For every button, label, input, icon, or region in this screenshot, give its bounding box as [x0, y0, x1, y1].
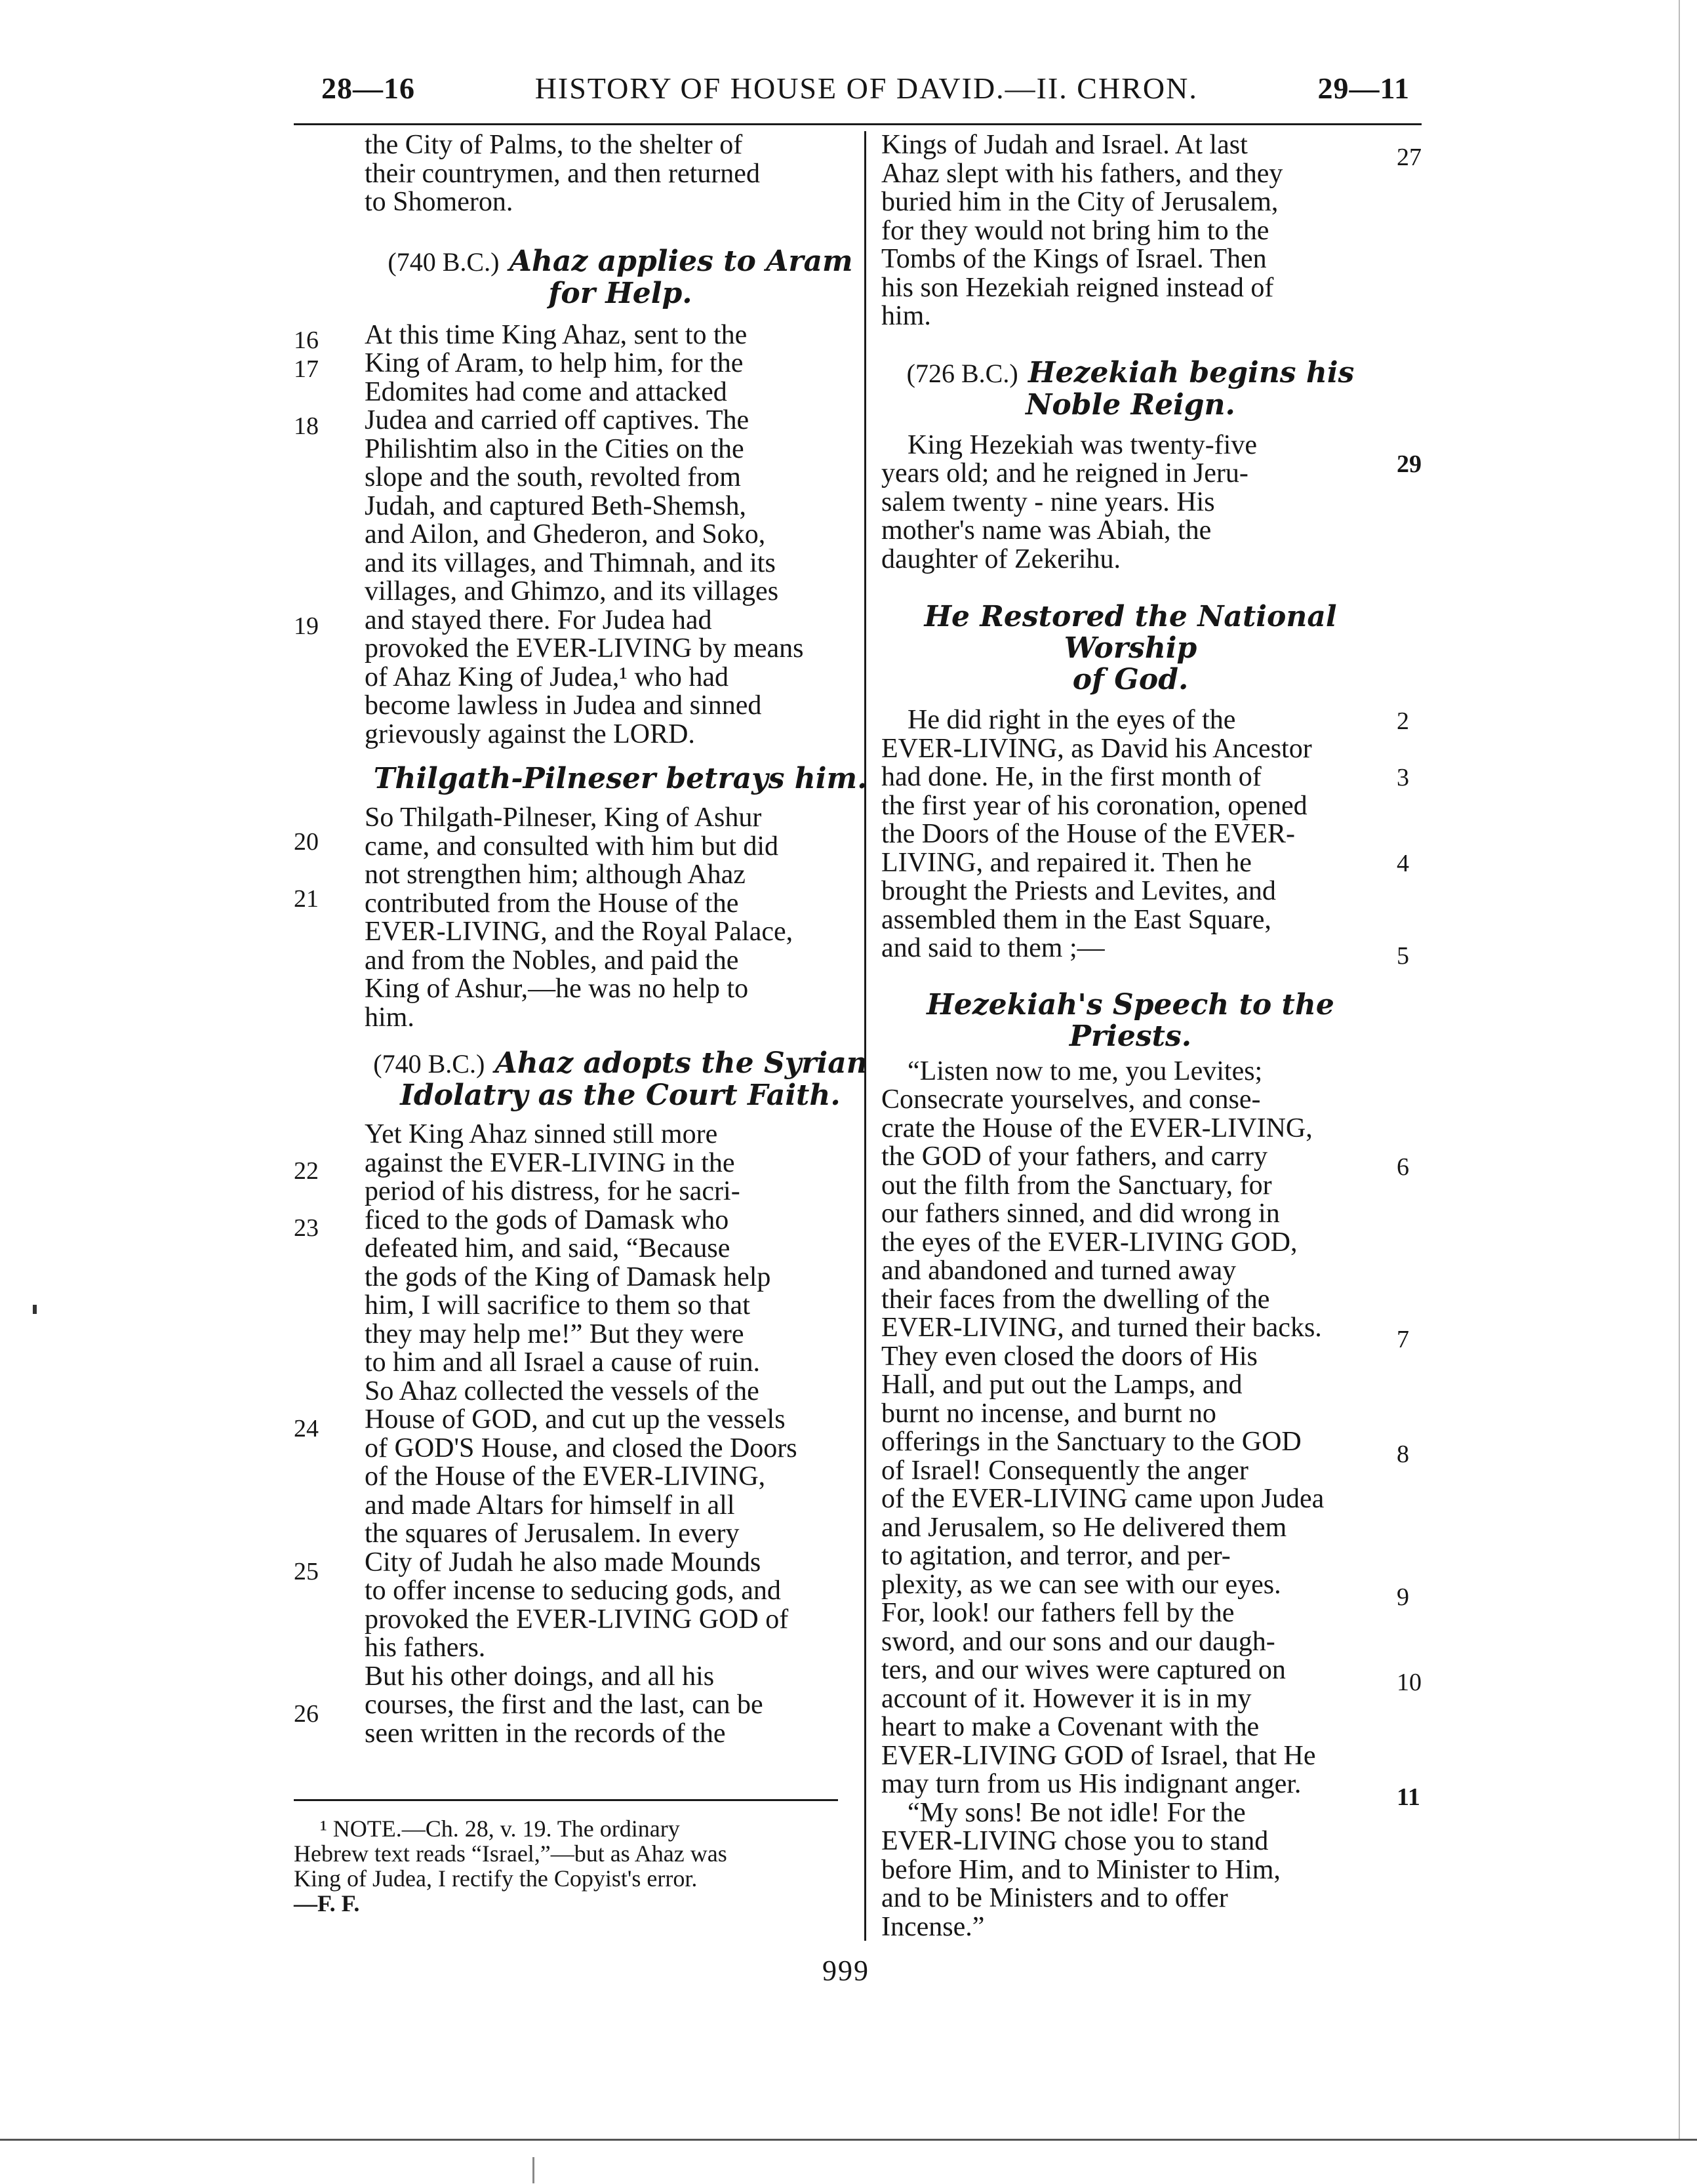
verse-number: 20 — [294, 828, 319, 856]
right-column — [881, 131, 1380, 1941]
text-line: not strengthen him; although Ahaz — [365, 860, 746, 890]
verse-number: 8 — [1397, 1440, 1409, 1468]
text-line: Judah, and captured Beth-Shemsh, — [365, 490, 747, 521]
section-heading — [365, 246, 876, 309]
text-line: mother's name was Abiah, the — [881, 515, 1212, 546]
text-line: to him and all Israel a cause of ruin. — [365, 1347, 760, 1378]
text-line: him. — [881, 301, 931, 331]
section-heading — [365, 763, 876, 795]
verse-paragraph — [365, 804, 876, 1032]
verse-number: 7 — [1397, 1326, 1409, 1353]
verse-number: 11 — [1397, 1783, 1420, 1811]
text-line: him. — [365, 1002, 414, 1033]
text-line: At this time King Ahaz, sent to the — [365, 319, 748, 350]
text-line: of the EVER-LIVING came upon Judea — [881, 1484, 1325, 1514]
verse-number: 4 — [1397, 850, 1409, 877]
text-line: and from the Nobles, and paid the — [365, 945, 739, 976]
text-line: the Doors of the House of the EVER- — [881, 819, 1296, 849]
verse-paragraph — [365, 321, 876, 749]
text-line: Ahaz slept with his fathers, and they — [881, 158, 1283, 189]
text-line: EVER-LIVING chose you to stand — [881, 1826, 1269, 1856]
text-line: offerings in the Sanctuary to the GOD — [881, 1427, 1302, 1457]
text-line: and abandoned and turned away — [881, 1256, 1237, 1286]
text-line: account of it. However it is in my — [881, 1683, 1252, 1714]
heading-line: for Help. — [548, 276, 692, 310]
text-line: City of Judah he also made Mounds — [365, 1547, 761, 1578]
text-line: and Jerusalem, so He delivered them — [881, 1512, 1287, 1543]
text-line: to offer incense to seducing gods, and — [365, 1576, 781, 1606]
text-line: and its villages, and Thimnah, and its — [365, 547, 776, 578]
section-heading — [881, 989, 1380, 1052]
text-line: the eyes of the EVER-LIVING GOD, — [881, 1227, 1298, 1258]
text-line: of Israel! Consequently the anger — [881, 1455, 1248, 1486]
text-line: for they would not bring him to the — [881, 215, 1269, 246]
text-line: before Him, and to Minister to Him, — [881, 1854, 1281, 1885]
text-line: seen written in the records of the — [365, 1718, 726, 1749]
footnote-line: Hebrew text reads “Israel,”—but as Ahaz was — [294, 1840, 727, 1867]
text-line: years old; and he reigned in Jeru- — [881, 458, 1248, 488]
text-line: buried him in the City of Jerusalem, — [881, 187, 1279, 217]
text-line: out the filth from the Sanctuary, for — [881, 1170, 1272, 1201]
text-line: him, I will sacrifice to them so that — [365, 1290, 750, 1320]
heading-line: Noble Reign. — [1026, 387, 1235, 422]
footnote-line: —F. F. — [294, 1890, 360, 1916]
text-line: may turn from us His indignant anger. — [881, 1769, 1302, 1799]
header-right-reference: 29—11 — [1317, 71, 1410, 105]
verse-number: 16 — [294, 327, 319, 354]
heading-line: of God. — [1072, 663, 1189, 696]
text-line: become lawless in Judea and sinned — [365, 690, 762, 721]
heading-line: Hezekiah begins his — [1028, 355, 1355, 389]
left-column — [328, 131, 876, 1748]
scan-speck — [33, 1305, 37, 1314]
text-line: burnt no incense, and burnt no — [881, 1398, 1216, 1429]
verse-number: 29 — [1397, 450, 1422, 478]
text-line: EVER-LIVING GOD of Israel, that He — [881, 1740, 1316, 1771]
text-line: House of GOD, and cut up the vessels — [365, 1404, 786, 1435]
heading-line: Ahaz adopts the Syrian — [494, 1046, 868, 1080]
verse-number: 5 — [1397, 942, 1409, 970]
text-line: and made Altars for himself in all — [365, 1490, 735, 1520]
verse-number: 24 — [294, 1415, 319, 1442]
text-line: the gods of the King of Damask help — [365, 1261, 771, 1292]
heading-date: (726 B.C.) — [906, 358, 1018, 388]
page-right-edge — [1679, 0, 1680, 2139]
footnote-rule — [294, 1799, 838, 1801]
text-line: assembled them in the East Square, — [881, 904, 1271, 935]
text-line: “My sons! Be not idle! For the — [908, 1797, 1246, 1828]
verse-number: 26 — [294, 1700, 319, 1728]
text-line: slope and the south, revolted from — [365, 462, 741, 492]
text-line: Kings of Judah and Israel. At last — [881, 130, 1248, 160]
text-line: Incense.” — [881, 1911, 985, 1942]
text-line: But his other doings, and all his — [365, 1661, 715, 1692]
verse-paragraph — [881, 706, 1380, 963]
text-line: their countrymen, and then returned — [365, 158, 760, 189]
text-line: and stayed there. For Judea had — [365, 605, 712, 635]
header-left-reference: 28—16 — [321, 71, 415, 105]
verse-paragraph — [881, 431, 1380, 574]
text-line: and said to them ;— — [881, 933, 1105, 963]
text-line: sword, and our sons and our daugh- — [881, 1626, 1275, 1657]
text-line: EVER-LIVING, as David his Ancestor — [881, 733, 1312, 764]
verse-number: 22 — [294, 1157, 319, 1185]
text-line: So Thilgath-Pilneser, King of Ashur — [365, 803, 762, 833]
verse-number: 23 — [294, 1214, 319, 1242]
verse-paragraph — [365, 1121, 876, 1663]
text-line: his son Hezekiah reigned instead of — [881, 272, 1274, 303]
section-heading — [881, 601, 1380, 696]
verse-number: 2 — [1397, 707, 1409, 735]
text-line: the first year of his coronation, opened — [881, 790, 1308, 821]
verse-number: 27 — [1397, 144, 1422, 171]
footnote-line: King of Judea, I rectify the Copyist's error. — [294, 1865, 698, 1892]
verse-number: 21 — [294, 885, 319, 913]
heading-line: Ahaz applies to Aram — [509, 244, 853, 278]
text-line: He did right in the eyes of the — [908, 705, 1236, 735]
verse-number: 19 — [294, 612, 319, 640]
right-opening-paragraph — [881, 131, 1380, 331]
heading-date: (740 B.C.) — [388, 247, 500, 277]
heading-line: Idolatry as the Court Faith. — [400, 1079, 841, 1112]
text-line: ters, and our wives were captured on — [881, 1655, 1286, 1685]
heading-line: He Restored the National Worship — [924, 600, 1337, 665]
text-line: EVER-LIVING, and turned their backs. — [881, 1313, 1322, 1343]
text-line: LIVING, and repaired it. Then he — [881, 847, 1252, 878]
page-edge-line — [0, 2139, 1697, 2141]
section-heading — [365, 1048, 876, 1111]
text-line: of the House of the EVER-LIVING, — [365, 1461, 766, 1492]
verse-number: 18 — [294, 412, 319, 440]
text-line: villages, and Ghimzo, and its villages — [365, 576, 779, 606]
verse-number: 17 — [294, 355, 319, 383]
text-line: the City of Palms, to the shelter of — [365, 130, 743, 160]
text-line: Edomites had come and attacked — [365, 376, 727, 407]
text-line: salem twenty - nine years. His — [881, 486, 1215, 517]
text-line: and Ailon, and Ghederon, and Soko, — [365, 519, 766, 549]
text-line: Judea and carried off captives. The — [365, 405, 749, 435]
text-line: Yet King Ahaz sinned still more — [365, 1119, 718, 1149]
text-line: Hall, and put out the Lamps, and — [881, 1370, 1243, 1400]
text-line: They even closed the doors of His — [881, 1341, 1258, 1372]
scan-speck — [532, 2157, 534, 2183]
text-line: For, look! our fathers fell by the — [881, 1598, 1235, 1628]
text-line: “Listen now to me, you Levites; — [908, 1056, 1263, 1086]
text-line: their faces from the dwelling of the — [881, 1284, 1270, 1315]
heading-date: (740 B.C.) — [373, 1049, 485, 1079]
verse-number: 10 — [1397, 1669, 1422, 1696]
text-line: grievously against the LORD. — [365, 719, 695, 749]
text-line: ficed to the gods of Damask who — [365, 1204, 729, 1235]
verse-paragraph — [365, 1663, 876, 1749]
text-line: brought the Priests and Levites, and — [881, 876, 1276, 906]
heading-line: Thilgath-Pilneser betrays him. — [373, 762, 868, 795]
text-line: EVER-LIVING, and the Royal Palace, — [365, 917, 793, 947]
text-line: to Shomeron. — [365, 187, 513, 217]
text-line: provoked the EVER-LIVING by means — [365, 633, 804, 664]
text-line: of Ahaz King of Judea,¹ who had — [365, 662, 729, 692]
footnote-line: ¹ NOTE.—Ch. 28, v. 19. The ordinary — [320, 1816, 680, 1842]
text-line: courses, the first and the last, can be — [365, 1690, 763, 1720]
text-line: King of Ashur,—he was no help to — [365, 974, 749, 1004]
text-line: the GOD of your fathers, and carry — [881, 1142, 1268, 1172]
text-line: to agitation, and terror, and per- — [881, 1541, 1231, 1571]
text-line: Consecrate yourselves, and conse- — [881, 1084, 1261, 1115]
footnote — [294, 1816, 838, 1916]
text-line: Tombs of the Kings of Israel. Then — [881, 244, 1267, 274]
page-number: 999 — [822, 1955, 869, 1987]
header-title: HISTORY OF HOUSE OF DAVID.—II. CHRON. — [534, 71, 1198, 105]
running-header — [321, 71, 1410, 113]
text-line: provoked the EVER-LIVING GOD of — [365, 1604, 789, 1635]
heading-line: Hezekiah's Speech to the Priests. — [927, 987, 1334, 1053]
text-line: Philishtim also in the Cities on the — [365, 433, 744, 464]
text-line: King Hezekiah was twenty-five — [908, 429, 1257, 460]
text-line: period of his distress, for he sacri- — [365, 1176, 740, 1206]
text-line: had done. He, in the first month of — [881, 762, 1262, 792]
text-line: contributed from the House of the — [365, 888, 739, 919]
text-line: and to be Ministers and to offer — [881, 1883, 1228, 1913]
text-line: heart to make a Covenant with the — [881, 1712, 1260, 1742]
text-line: crate the House of the EVER-LIVING, — [881, 1113, 1313, 1143]
text-line: our fathers sinned, and did wrong in — [881, 1199, 1280, 1229]
section-heading — [881, 357, 1380, 421]
text-line: plexity, as we can see with our eyes. — [881, 1569, 1281, 1600]
verse-number: 6 — [1397, 1153, 1409, 1181]
verse-number: 9 — [1397, 1583, 1409, 1611]
verse-paragraph — [881, 1058, 1380, 1942]
verse-number: 25 — [294, 1558, 319, 1585]
left-opening-paragraph — [365, 131, 876, 217]
text-line: the squares of Jerusalem. In every — [365, 1519, 740, 1549]
text-line: his fathers. — [365, 1633, 486, 1663]
text-line: King of Aram, to help him, for the — [365, 348, 744, 378]
text-line: came, and consulted with him but did — [365, 831, 779, 862]
text-line: of GOD'S House, and closed the Doors — [365, 1433, 797, 1463]
text-line: against the EVER-LIVING in the — [365, 1147, 735, 1178]
verse-number: 3 — [1397, 764, 1409, 791]
text-line: daughter of Zekerihu. — [881, 544, 1121, 574]
text-line: they may help me!” But they were — [365, 1319, 744, 1349]
header-rule — [294, 123, 1422, 125]
text-line: defeated him, and said, “Because — [365, 1233, 730, 1263]
text-line: So Ahaz collected the vessels of the — [365, 1376, 759, 1406]
